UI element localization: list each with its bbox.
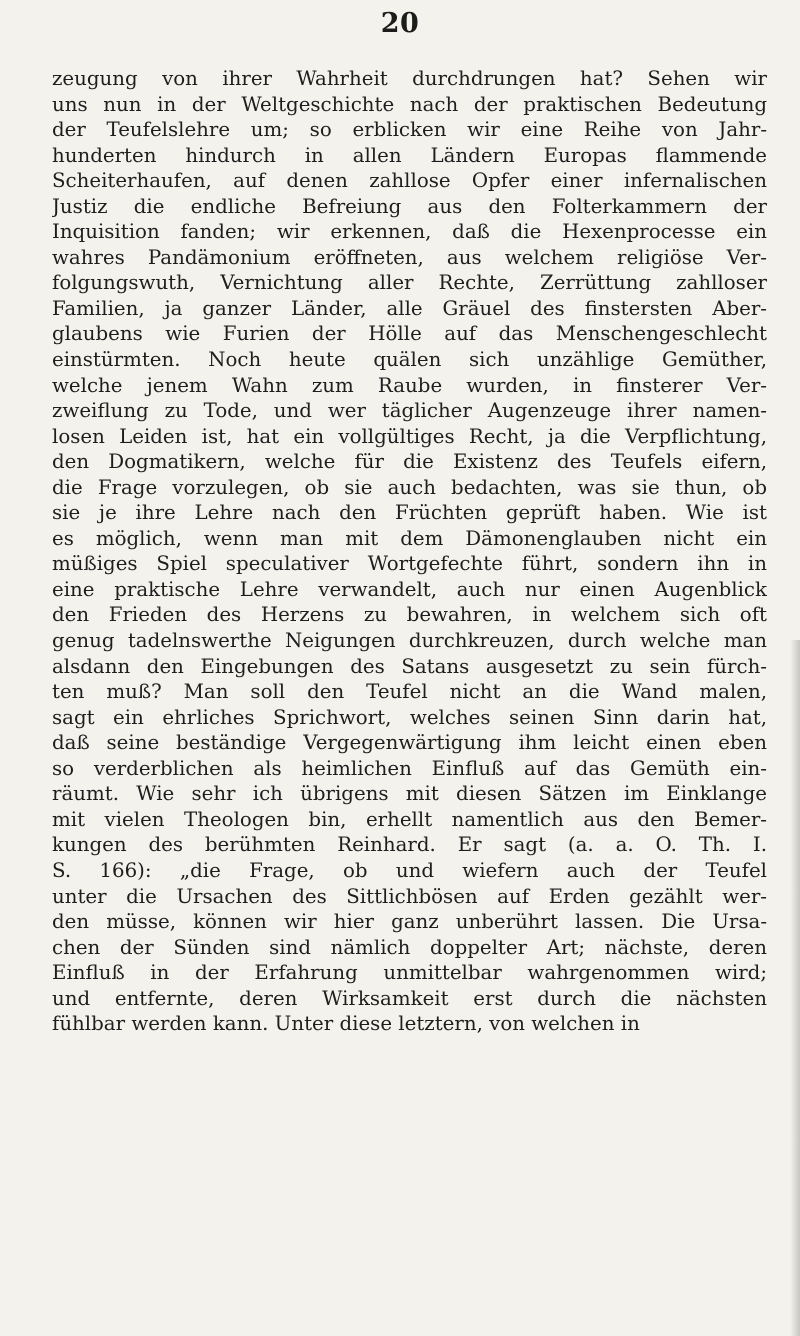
text-line: sagt ein ehrliches Sprichwort, welches seinen Sinn darin hat, [52,705,767,729]
text-line: und entfernte, deren Wirksamkeit erst durch die nächsten [52,986,767,1010]
body-text [52,66,767,1037]
text-line: S. 166): „die Frage, ob und wiefern auch der Teufel [52,858,767,882]
text-line: Familien, ja ganzer Länder, alle Gräuel des finstersten Aber- [52,296,767,320]
text-line: Justiz die endliche Befreiung aus den Folterkammern der [52,194,767,218]
text-line: der Teufelslehre um; so erblicken wir eine Reihe von Jahr- [52,118,767,142]
text-line: fühlbar werden kann. Unter diese letztern, von welchen in [52,1012,640,1036]
text-line: den müsse, können wir hier ganz unberührt lassen. Die Ursa- [52,910,767,934]
text-line: zweiflung zu Tode, und wer täglicher Augenzeuge ihrer namen- [52,399,767,423]
text-line: daß seine beständige Vergegenwärtigung ihm leicht einen eben [52,731,767,755]
text-line: losen Leiden ist, hat ein vollgültiges Recht, ja die Verpflichtung, [52,424,767,448]
text-line: so verderblichen als heimlichen Einfluß auf das Gemüth ein- [52,756,767,780]
text-line: Inquisition fanden; wir erkennen, daß die Hexenprocesse ein [52,220,767,244]
text-line: ten muß? Man soll den Teufel nicht an die Wand malen, [52,680,767,704]
text-line: zeugung von ihrer Wahrheit durchdrungen hat? Sehen wir [52,67,767,90]
text-line: welche jenem Wahn zum Raube wurden, in finsterer Ver- [52,373,767,397]
text-line: folgungswuth, Vernichtung aller Rechte, Zerrüttung zahlloser [52,271,767,295]
text-line: den Dogmatikern, welche für die Existenz des Teufels eifern, [52,450,767,474]
text-line: den Frieden des Herzens zu bewahren, in welchem sich oft [52,603,767,627]
text-line: glaubens wie Furien der Hölle auf das Menschengeschlecht [52,322,767,346]
text-line: müßiges Spiel speculativer Wortgefechte führt, sondern ihn in [52,552,767,576]
text-line: genug tadelnswerthe Neigungen durchkreuzen, durch welche man [52,629,767,653]
text-line: mit vielen Theologen bin, erhellt namentlich aus den Bemer- [52,807,767,831]
text-line: räumt. Wie sehr ich übrigens mit diesen Sätzen im Einklange [52,782,767,806]
text-line: einstürmten. Noch heute quälen sich unzählige Gemüther, [52,348,767,372]
text-line: sie je ihre Lehre nach den Früchten geprüft haben. Wie ist [52,501,767,525]
text-line: alsdann den Eingebungen des Satans ausgesetzt zu sein fürch- [52,654,767,678]
text-line: eine praktische Lehre verwandelt, auch nur einen Augenblick [52,577,767,601]
text-line: Scheiterhaufen, auf denen zahllose Opfer einer infernalischen [52,169,767,193]
text-line: wahres Pandämonium eröffneten, aus welchem religiöse Ver- [52,245,767,269]
text-line: die Frage vorzulegen, ob sie auch bedachten, was sie thun, ob [52,475,767,499]
text-line: Einfluß in der Erfahrung unmittelbar wahrgenommen wird; [52,961,767,985]
text-line: chen der Sünden sind nämlich doppelter Art; nächste, deren [52,935,767,959]
text-line: kungen des berühmten Reinhard. Er sagt (a. a. O. Th. I. [52,833,767,857]
text-line: hunderten hindurch in allen Ländern Europas flammende [52,143,767,167]
page-edge-shadow [790,640,800,1336]
text-line: unter die Ursachen des Sittlichbösen auf Erden gezählt wer- [52,884,767,908]
page-number: 20 [380,8,420,39]
text-line: uns nun in der Weltgeschichte nach der praktischen Bedeutung [52,92,767,116]
text-line: es möglich, wenn man mit dem Dämonenglauben nicht ein [52,526,767,550]
